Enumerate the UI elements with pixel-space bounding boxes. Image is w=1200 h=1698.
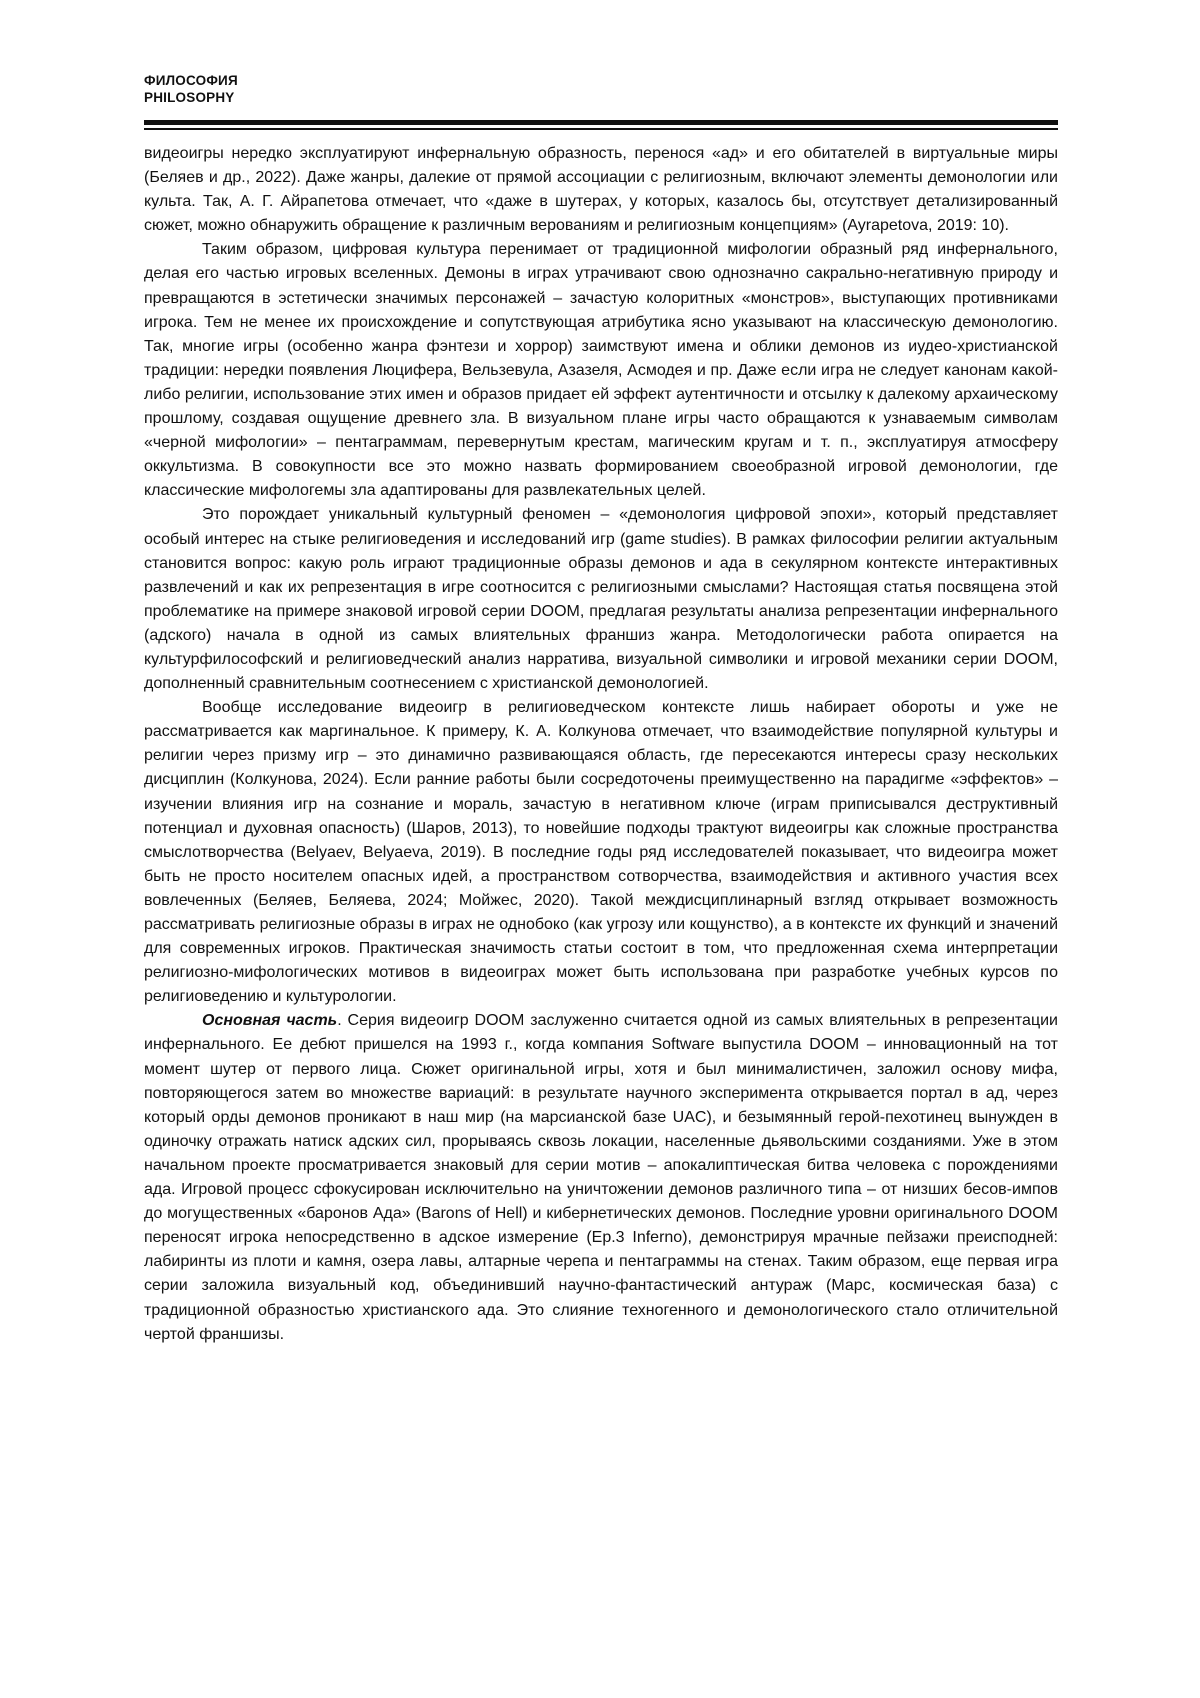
header-rule-thin: [144, 128, 1058, 130]
paragraph-text: . Серия видеоигр DOOM заслуженно считается одной из самых влиятельных в репрезентации инфернального. Ее дебют пришелся на 1993 г., когда компания Software выпустила DOOM – инновационный на тот момент шутер от первого лица. Сюжет оригинальной игры, хотя и был минималистичен, заложил основу мифа, повторяющегося затем во множестве вариаций: в результате научного эксперимента открывается портал в ад, через который орды демонов проникают в наш мир (на марсианской базе UAC), и безымянный герой-пехотинец вынужден в одиночку отражать натиск адских сил, прорываясь сквозь локации, населенные дьявольскими созданиями. Уже в этом начальном проекте просматривается знаковый для серии мотив – апокалиптическая битва человека с порождениями ада. Игровой процесс сфокусирован исключительно на уничтожении демонов различного типа – от низших бесов-импов до могущественных «баронов Ада» (Barons of Hell) и кибернетических демонов. Последние уровни оригинального DOOM переносят игрока непосредственно в адское измерение (Ep.3 Inferno), демонстрируя мрачные пейзажи преисподней: лабиринты из плоти и камня, озера лавы, алтарные черепа и пентаграммы на стенах. Таким образом, еще первая игра серии заложила визуальный код, объединивший научно-фантастический антураж (Марс, космическая база) с традиционной образностью христианского ада. Это слияние техногенного и демонологического стало отличительной чертой франшизы.: [144, 1012, 1058, 1343]
paragraph-main-part: [144, 1009, 1058, 1346]
section-title-ru: ФИЛОСОФИЯ: [144, 73, 238, 88]
section-title-en: PHILOSOPHY: [144, 90, 235, 105]
paragraph: Это порождает уникальный культурный феномен – «демонология цифровой эпохи», который представляет особый интерес на стыке религиоведения и исследований игр (game studies). В рамках философии религии актуальным становится вопрос: какую роль играют традиционные образы демонов и ада в секулярном контексте интерактивных развлечений и как их репрезентация в игре соотносится с религиозными смыслами? Настоящая статья посвящена этой проблематике на примере знаковой игровой серии DOOM, предлагая результаты анализа репрезентации инфернального (адского) начала в одной из самых влиятельных франшиз жанра. Методологически работа опирается на культурфилософский и религиоведческий анализ нарратива, визуальной символики и игровой механики серии DOOM, дополненный сравнительным соотнесением с христианской демонологией.: [144, 506, 1058, 693]
paragraph-continuation: видеоигры нередко эксплуатируют инфернальную образность, перенося «ад» и его обитателей в виртуальные миры (Беляев и др., 2022). Даже жанры, далекие от прямой ассоциации с религиозным, включают элементы демонологии или культа. Так, А. Г. Айрапетова отмечает, что «даже в шутерах, у которых, казалось бы, отсутствует детализированный сюжет, можно обнаружить обращение к различным верованиям и религиозным концепциям» (Ayrapetova, 2019: 10).: [144, 145, 1058, 235]
header-rule-thick: [144, 120, 1058, 125]
running-head: [144, 72, 238, 106]
paragraph: Таким образом, цифровая культура перенимает от традиционной мифологии образный ряд инфернального, делая его частью игровых вселенных. Демоны в играх утрачивают свою однозначно сакрально-негативную природу и превращаются в эстетически значимых персонажей – зачастую колоритных «монстров», выступающих противниками игрока. Тем не менее их происхождение и сопутствующая атрибутика ясно указывают на классическую демонологию. Так, многие игры (особенно жанра фэнтези и хоррор) заимствуют имена и облики демонов из иудео-христианской традиции: нередки появления Люцифера, Вельзевула, Азазеля, Асмодея и пр. Даже если игра не следует канонам какой-либо религии, использование этих имен и образов придает ей эффект аутентичности и отсылку к далекому архаическому прошлому, создавая ощущение древнего зла. В визуальном плане игры часто обращаются к узнаваемым символам «черной мифологии» – пентаграммам, перевернутым крестам, магическим кругам и т. п., эксплуатируя атмосферу оккультизма. В совокупности все это можно назвать формированием своеобразной игровой демонологии, где классические мифологемы зла адаптированы для развлекательных целей.: [144, 241, 1058, 500]
paragraph: Вообще исследование видеоигр в религиоведческом контексте лишь набирает обороты и уже не рассматривается как маргинальное. К примеру, К. А. Колкунова отмечает, что взаимодействие популярной культуры и религии через призму игр – это динамично развивающаяся область, где пересекаются интересы сразу нескольких дисциплин (Колкунова, 2024). Если ранние работы были сосредоточены преимущественно на парадигме «эффектов» – изучении влияния игр на сознание и мораль, зачастую в негативном ключе (играм приписывался деструктивный потенциал и духовная опасность) (Шаров, 2013), то новейшие подходы трактуют видеоигры как сложные пространства смыслотворчества (Belyaev, Belyaeva, 2019). В последние годы ряд исследователей показывает, что видеоигра может быть не просто носителем опасных идей, а пространством сотворчества, взаимодействия и активного участия всех вовлеченных (Беляев, Беляева, 2024; Мойжес, 2020). Такой междисциплинарный взгляд открывает возможность рассматривать религиозные образы в играх не однобоко (как угрозу или кощунство), а в контексте их функций и значений для современных игроков. Практическая значимость статьи состоит в том, что предложенная схема интерпретации религиозно-мифологических мотивов в видеоиграх может быть использована при разработке учебных курсов по религиоведению и культурологии.: [144, 699, 1058, 1006]
article-body: [144, 142, 1058, 1347]
section-lead-in: Основная часть: [202, 1012, 338, 1030]
